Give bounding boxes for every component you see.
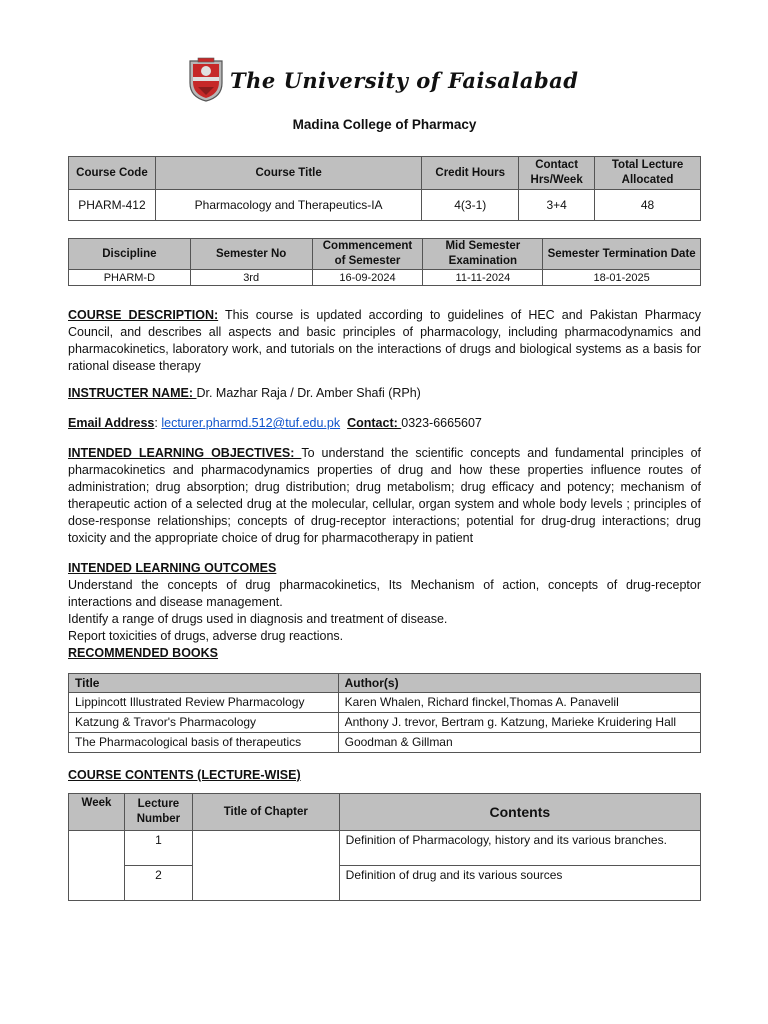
email-link[interactable]: lecturer.pharmd.512@tuf.edu.pk xyxy=(161,416,341,430)
learning-outcomes xyxy=(68,560,701,662)
table-header-cell: Title xyxy=(69,674,339,693)
table-cell: Goodman & Gillman xyxy=(338,733,700,753)
course-description-text: This course is updated according to guidelines of HEC and Pakistan Pharmacy Council, and describes all aspects and basic principles of pharmacology, including pharmacodynamics and pharmacokinetics, laboratory work, and tutorials on the interactions of drugs and biological systems as a basis for rational disease therapy xyxy=(68,308,702,373)
learning-objectives xyxy=(68,445,701,547)
table-header-cell: Credit Hours xyxy=(422,157,519,190)
table-row xyxy=(69,693,701,713)
table-header-cell: Total Lecture Allocated xyxy=(595,157,701,190)
table-row xyxy=(69,733,701,753)
contact-label: Contact: xyxy=(347,416,402,430)
university-logo-icon xyxy=(186,57,226,103)
table-cell: The Pharmacological basis of therapeutics xyxy=(69,733,339,753)
table-cell: Definition of drug and its various sources xyxy=(339,866,700,901)
table-cell: 2 xyxy=(124,866,192,901)
table-cell: 11-11-2024 xyxy=(423,270,543,286)
table-header-cell: Contact Hrs/Week xyxy=(519,157,595,190)
instructor-label: INSTRUCTER NAME: xyxy=(68,386,197,400)
table-header-cell: Lecture Number xyxy=(124,794,192,831)
table-row xyxy=(69,831,701,866)
table-cell: 48 xyxy=(595,190,701,221)
recommended-books-table xyxy=(68,673,701,753)
table-header-cell: Author(s) xyxy=(338,674,700,693)
phone-number: 0323-6665607 xyxy=(401,416,482,430)
course-description-label: COURSE DESCRIPTION: xyxy=(68,308,219,322)
table-header-row xyxy=(69,157,701,190)
outcome-item: Understand the concepts of drug pharmacokinetics, Its Mechanism of action, concepts of drug-receptor interactions and disease management. xyxy=(68,578,701,609)
table-cell: Pharmacology and Therapeutics-IA xyxy=(155,190,421,221)
college-name: Madina College of Pharmacy xyxy=(292,117,477,132)
university-header xyxy=(186,56,578,104)
table-header-cell: Course Title xyxy=(155,157,421,190)
university-name: The University of Faisalabad xyxy=(230,67,579,93)
outcome-item: Report toxicities of drugs, adverse drug reactions. xyxy=(68,629,344,643)
table-cell xyxy=(192,831,339,901)
table-cell: 18-01-2025 xyxy=(543,270,701,286)
table-row xyxy=(69,270,701,286)
table-header-cell: Discipline xyxy=(69,239,191,270)
outcome-item: Identify a range of drugs used in diagnosis and treatment of disease. xyxy=(68,612,448,626)
table-cell: PHARM-412 xyxy=(69,190,156,221)
semester-schedule-table xyxy=(68,238,701,286)
outcomes-label: INTENDED LEARNING OUTCOMES xyxy=(68,561,277,575)
email-label: Email Address xyxy=(68,416,155,430)
course-info-table xyxy=(68,156,701,221)
table-cell: 3rd xyxy=(190,270,312,286)
table-cell: 3+4 xyxy=(519,190,595,221)
course-contents-heading xyxy=(68,767,701,784)
table-header-row xyxy=(69,794,701,831)
table-header-cell: Semester Termination Date xyxy=(543,239,701,270)
instructor-name: Dr. Mazhar Raja / Dr. Amber Shafi (RPh) xyxy=(196,386,421,400)
table-cell: Katzung & Travor's Pharmacology xyxy=(69,713,339,733)
table-cell: 1 xyxy=(124,831,192,866)
instructor-line xyxy=(68,385,701,402)
table-cell: 16-09-2024 xyxy=(312,270,423,286)
table-row xyxy=(69,713,701,733)
table-row xyxy=(69,190,701,221)
table-cell xyxy=(69,831,125,901)
table-cell: Karen Whalen, Richard finckel,Thomas A. Panavelil xyxy=(338,693,700,713)
table-header-cell: Title of Chapter xyxy=(192,794,339,831)
course-description xyxy=(68,307,701,375)
objectives-label: INTENDED LEARNING OBJECTIVES: xyxy=(68,446,302,460)
table-header-cell: Contents xyxy=(339,794,700,831)
contact-line: Email Address: lecturer.pharmd.512@tuf.edu.pk Contact: 0323-6665607 xyxy=(68,416,482,430)
table-header-cell: Week xyxy=(69,794,125,831)
table-header-cell: Course Code xyxy=(69,157,156,190)
table-header-cell: Semester No xyxy=(190,239,312,270)
table-cell: Definition of Pharmacology, history and its various branches. xyxy=(339,831,700,866)
table-header-cell: Mid Semester Examination xyxy=(423,239,543,270)
objectives-text: To understand the scientific concepts and fundamental principles of pharmacokinetics and pharmacodynamics properties of drug and how these properties influence routes of administration; drug absorption; drug distribution; drug metabolism; drug efficacy and potency; mechanism of therapeutic action of a selected drug at the molecular, cellular, organ system and whole body levels ; principles of dose-response relationships; concepts of drug-receptor interactions; potential for drug-drug interactions; drug toxicity and the appropriate choice of drug for pharmacotherapy in patient xyxy=(68,446,701,545)
table-header-row xyxy=(69,239,701,270)
table-header-row xyxy=(69,674,701,693)
table-cell: 4(3-1) xyxy=(422,190,519,221)
course-contents-table xyxy=(68,793,701,901)
table-header-cell: Commencement of Semester xyxy=(312,239,423,270)
table-cell: Anthony J. trevor, Bertram g. Katzung, Marieke Kruidering Hall xyxy=(338,713,700,733)
contents-label: COURSE CONTENTS (LECTURE-WISE) xyxy=(68,768,301,782)
table-cell: PHARM-D xyxy=(69,270,191,286)
books-label: RECOMMENDED BOOKS xyxy=(68,646,219,660)
table-row xyxy=(69,866,701,901)
table-cell: Lippincott Illustrated Review Pharmacology xyxy=(69,693,339,713)
